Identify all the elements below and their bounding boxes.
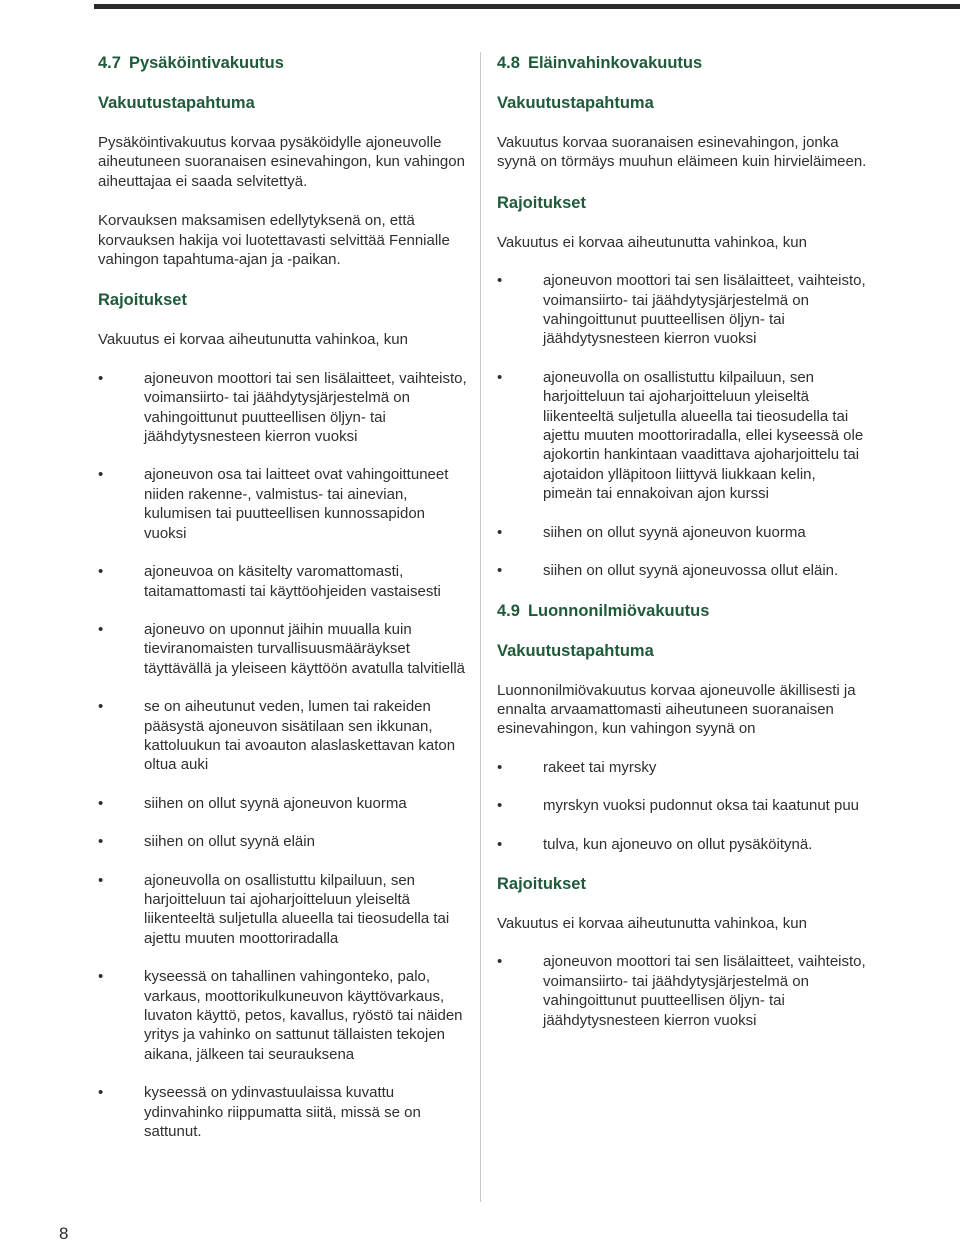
list-item: • siihen on ollut syynä eläin [98, 832, 470, 851]
list-item: • ajoneuvo on uponnut jäihin muualla kuin tieviranomaisten turvallisuusmääräykset täyttävällä ja yleiseen käyttöön avatulla talvitiellä [98, 620, 470, 678]
section-title: Pysäköintivakuutus [128, 54, 284, 72]
paragraph: Pysäköintivakuutus korvaa pysäköidylle ajoneuvolle aiheutuneen suoranaisen esinevahingon, kun vahingon aiheuttajaa ei saada selvitettyä. [98, 134, 465, 190]
event-heading: Vakuutustapahtuma [497, 94, 654, 112]
list-item: • siihen on ollut syynä ajoneuvon kuorma [497, 523, 869, 542]
limits-list [497, 952, 869, 1030]
list-item: • kyseessä on tahallinen vahingonteko, palo, varkaus, moottorikulkuneuvon käyttövarkaus, luvaton käyttö, petos, kavallus, ryöstö tai näiden yritys ja vahinko on sattunut tällaisten tekojen aikana, jälkeen tai seurauksena [98, 967, 470, 1064]
section-title: Eläinvahinkovakuutus [527, 54, 703, 72]
column-divider [480, 52, 481, 1202]
paragraph: Vakuutus korvaa suoranaisen esinevahingon, jonka syynä on törmäys muuhun eläimeen kuin hirvieläimeen. [497, 134, 867, 171]
paragraph: Korvauksen maksamisen edellytyksenä on, että korvauksen hakija voi luotettavasti selvittää Fennialle vahingon tapahtuma-ajan ja -paikan. [98, 212, 450, 269]
limits-intro: Vakuutus ei korvaa aiheutunutta vahinkoa, kun [497, 914, 807, 932]
list-item: • rakeet tai myrsky [497, 758, 869, 777]
list-item: • ajoneuvon osa tai laitteet ovat vahingoittuneet niiden rakenne-, valmistus- tai ainevian, kulumisen tai puutteellisen kunnossapidon vuoksi [98, 465, 470, 543]
event-heading: Vakuutustapahtuma [98, 94, 255, 112]
section-number: 4.8 [497, 54, 520, 72]
limits-heading: Rajoitukset [98, 291, 187, 310]
list-item: • siihen on ollut syynä ajoneuvon kuorma [98, 794, 470, 813]
list-item: • tulva, kun ajoneuvo on ollut pysäköitynä. [497, 835, 869, 854]
right-column [497, 52, 869, 1030]
section-4-7-heading [98, 52, 470, 74]
list-item: • myrskyn vuoksi pudonnut oksa tai kaatunut puu [497, 796, 869, 815]
top-rule [94, 4, 960, 9]
list-item: • ajoneuvolla on osallistuttu kilpailuun, sen harjoitteluun tai ajoharjoitteluun yleiseltä liikenteeltä suljetulla alueella tai tieosudella tai ajettu muuten moottoriradalla, ellei kyseessä ole ajokortin hankintaan vaadittava ajoharjoittelu tai ajotaidon ylläpitoon liittyvä liukkaan kelin, pimeän tai ennakoivan ajon kurssi [497, 368, 869, 504]
limits-intro: Vakuutus ei korvaa aiheutunutta vahinkoa, kun [98, 331, 408, 349]
section-title: Luonnonilmiövakuutus [527, 601, 710, 620]
section-4-9-heading [497, 600, 869, 622]
list-item: • ajoneuvon moottori tai sen lisälaitteet, vaihteisto, voimansiirto- tai jäähdytysjärjestelmä on vahingoittunut puutteellisen öljyn- tai jäähdytysnesteen kierron vuoksi [497, 271, 869, 349]
limits-intro: Vakuutus ei korvaa aiheutunutta vahinkoa, kun [497, 233, 807, 251]
limits-list [98, 369, 470, 1142]
list-item: • se on aiheutunut veden, lumen tai rakeiden pääsystä ajoneuvon sisätilaan sen ikkunan, kattoluukun tai avoauton alaslaskettavan katon oltua auki [98, 697, 470, 775]
limits-heading: Rajoitukset [497, 193, 586, 212]
section-4-8-heading [497, 52, 869, 74]
page-number: 8 [59, 1224, 69, 1243]
list-item: • ajoneuvolla on osallistuttu kilpailuun, sen harjoitteluun tai ajoharjoitteluun yleiseltä liikenteeltä suljetulla alueella tai tieosudella tai ajettu muuten moottoriradalla [98, 871, 470, 949]
limits-heading: Rajoitukset [497, 874, 586, 893]
list-item: • ajoneuvon moottori tai sen lisälaitteet, vaihteisto, voimansiirto- tai jäähdytysjärjestelmä on vahingoittunut puutteellisen öljyn- tai jäähdytysnesteen kierron vuoksi [98, 369, 470, 447]
left-column [98, 52, 470, 1141]
list-item: • ajoneuvon moottori tai sen lisälaitteet, vaihteisto, voimansiirto- tai jäähdytysjärjestelmä on vahingoittunut puutteellisen öljyn- tai jäähdytysnesteen kierron vuoksi [497, 952, 869, 1030]
event-heading: Vakuutustapahtuma [497, 641, 654, 660]
list-item: • kyseessä on ydinvastuulaissa kuvattu ydinvahinko riippumatta siitä, missä se on sattunut. [98, 1083, 470, 1141]
paragraph: Luonnonilmiövakuutus korvaa ajoneuvolle äkillisesti ja ennalta arvaamattomasti aiheutuneen suoranaisen esinevahingon, kun vahingon syynä on [497, 681, 856, 738]
list-item: • siihen on ollut syynä ajoneuvossa ollut eläin. [497, 561, 869, 580]
limits-list [497, 271, 869, 580]
section-number: 4.9 [497, 601, 520, 620]
section-number: 4.7 [98, 54, 121, 72]
cause-list [497, 758, 869, 854]
list-item: • ajoneuvoa on käsitelty varomattomasti, taitamattomasti tai käyttöohjeiden vastaisesti [98, 562, 470, 601]
